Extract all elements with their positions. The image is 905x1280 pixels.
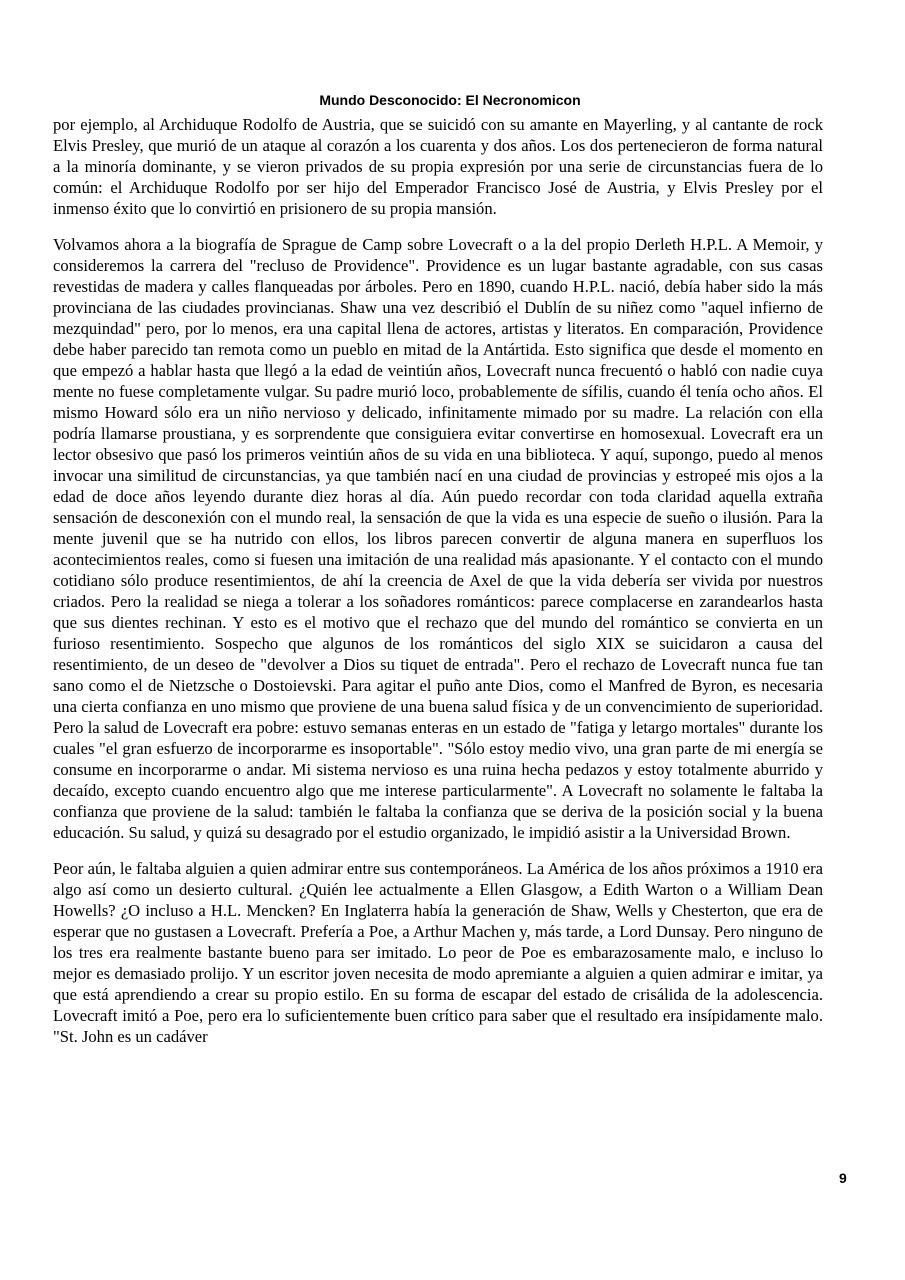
paragraph-1: por ejemplo, al Archiduque Rodolfo de Austria, que se suicidó con su amante en Mayerling, y al cantante de rock Elvis Presley, que murió de un ataque al corazón a los cuarenta y dos años. Los dos pertenecieron de forma natural a la minoría dominante, y se vieron privados de su propia expresión por una serie de circunstancias fuera de lo común: el Archiduque Rodolfo por ser hijo del Emperador Francisco José de Austria, y Elvis Presley por el inmenso éxito que lo convirtió en prisionero de su propia mansión.	[53, 115, 823, 218]
running-header-title: Mundo Desconocido: El Necronomicon	[319, 92, 581, 108]
paragraph-3: Peor aún, le faltaba alguien a quien admirar entre sus contemporáneos. La América de los años próximos a 1910 era algo así como un desierto cultural. ¿Quién lee actualmente a Ellen Glasgow, a Edith Warton o a William Dean Howells? ¿O incluso a H.L. Mencken? En Inglaterra había la generación de Shaw, Wells y Chesterton, que era de esperar que no gustasen a Lovecraft. Prefería a Poe, a Arthur Machen y, más tarde, a Lord Dunsay. Pero ninguno de los tres era realmente bastante bueno para ser imitado. Lo peor de Poe es embarazosamente malo, e incluso lo mejor es demasiado prolijo. Y un escritor joven necesita de modo apremiante a alguien a quien admirar e imitar, ya que está aprendiendo a crear su propio estilo. En su forma de escapar del estado de crisálida de la adolescencia. Lovecraft imitó a Poe, pero era lo suficientemente buen crítico para saber que el resultado era insípidamente malo. "St. John es un cadáver	[53, 859, 823, 1046]
body-text	[53, 114, 823, 1047]
page-number: 9	[839, 1170, 847, 1186]
paragraph-2: Volvamos ahora a la biografía de Sprague de Camp sobre Lovecraft o a la del propio Derleth H.P.L. A Memoir, y consideremos la carrera del "recluso de Providence". Providence es un lugar bastante agradable, con sus casas revestidas de madera y calles flanqueadas por árboles. Pero en 1890, cuando H.P.L. nació, debía haber sido la más provinciana de las ciudades provincianas. Shaw una vez describió el Dublín de su niñez como "aquel infierno de mezquindad" pero, por lo menos, era una capital llena de actores, artistas y literatos. En comparación, Providence debe haber parecido tan remota como un pueblo en mitad de la Antártida. Esto significa que desde el momento en que empezó a hablar hasta que llegó a la edad de veintiún años, Lovecraft nunca frecuentó o habló con nadie cuya mente no fuese completamente vulgar. Su padre murió loco, probablemente de sífilis, cuando él tenía ocho años. El mismo Howard sólo era un niño nervioso y delicado, infinitamente mimado por su madre. La relación con ella podría llamarse proustiana, y es sorprendente que consiguiera evitar convertirse en homosexual. Lovecraft era un lector obsesivo que pasó los primeros veintiún años de su vida en una biblioteca. Y aquí, supongo, puedo al menos invocar una similitud de circunstancias, ya que también nací en una ciudad de provincias y estropeé mis ojos a la edad de doce años leyendo durante diez horas al día. Aún puedo recordar con toda claridad aquella extraña sensación de desconexión con el mundo real, la sensación de que la vida es una especie de sueño o ilusión. Para la mente juvenil que se ha nutrido con ellos, los libros parecen convertir de alguna manera en superfluos los acontecimientos reales, como si fuesen una imitación de una realidad más apasionante. Y el contacto con el mundo cotidiano sólo produce resentimientos, de ahí la creencia de Axel de que la vida debería ser vivida por nuestros criados. Pero la realidad se niega a tolerar a los soñadores románticos: parece complacerse en zarandearlos hasta que sus dientes rechinan. Y esto es el motivo que el rechazo que del mundo del romántico se convierta en un furioso resentimiento. Sospecho que algunos de los románticos del siglo XIX se suicidaron a causa del resentimiento, de un deseo de "devolver a Dios su tiquet de entrada". Pero el rechazo de Lovecraft nunca fue tan sano como el de Nietzsche o Dostoievski. Para agitar el puño ante Dios, como el Manfred de Byron, es necesaria una cierta confianza en uno mismo que proviene de una buena salud física y de un convencimiento de superioridad. Pero la salud de Lovecraft era pobre: estuvo semanas enteras en un estado de "fatiga y letargo mortales" durante los cuales "el gran esfuerzo de incorporarme es insoportable". "Sólo estoy medio vivo, una gran parte de mi energía se consume en incorporarme o andar. Mi sistema nervioso es una ruina hecha pedazos y estoy totalmente aburrido y decaído, excepto cuando encuentro algo que me interese particularmente". A Lovecraft no solamente le faltaba la confianza que proviene de la salud: también le faltaba la confianza que se deriva de la posición social y la buena educación. Su salud, y quizá su desagrado por el estudio organizado, le impidió asistir a la Universidad Brown.	[53, 235, 823, 842]
